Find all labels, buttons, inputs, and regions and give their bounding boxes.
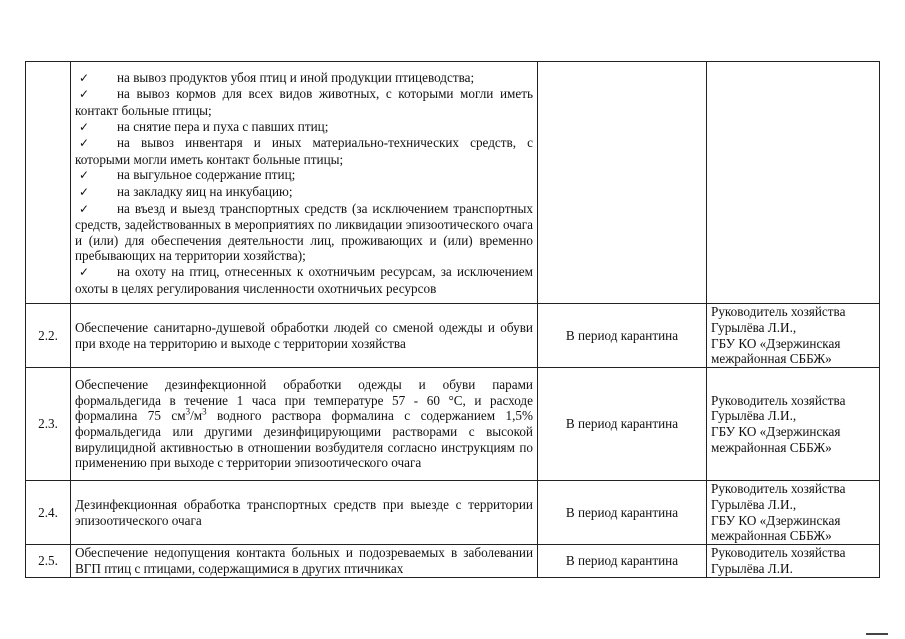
measure-description: Обеспечение недопущения контакта больных и подозреваемых в заболевании ВГП птиц с птицами, содержащимися в других птичниках xyxy=(71,545,538,578)
measure-description: Обеспечение дезинфекционной обработки одежды и обуви парами формальдегида в течение 1 часа при температуре 57 - 60 °С, и расходе формалина 75 $см^3/м^3$ водного раствора формалина с содержанием 1,5% формальдегида или другими дезинфицирующими растворами с высокой вирулицидной активностью в отношении возбудителя согласно инструкциям по применению при выходе с территории эпизоотического очага xyxy=(71,368,538,481)
row-number: 2.4. xyxy=(26,481,71,545)
list-item: ✓ на снятие пера и пуха с павших птиц; xyxy=(75,119,533,136)
responsible-cell xyxy=(707,304,880,368)
checkmark-icon: ✓ xyxy=(79,136,90,151)
responsible-line: межрайонная СББЖ» xyxy=(711,351,832,367)
responsible-line: межрайонная СББЖ» xyxy=(711,439,832,455)
list-item: ✓ на въезд и выезд транспортных средств (за исключением транспортных средств, задействованных в мероприятиях по ликвидации эпизоотического очага и (или) для обеспечения деятельности лиц, проживающих и (или) временно пребывающих на территории хозяйства); xyxy=(75,200,533,264)
list-item: ✓ на вывоз продуктов убоя птиц и иной продукции птицеводства; xyxy=(75,70,533,87)
checkmark-icon: ✓ xyxy=(79,87,90,102)
checkmark-icon: ✓ xyxy=(79,119,90,134)
scan-edge-mark xyxy=(866,633,888,635)
period-cell xyxy=(538,62,707,304)
responsible-cell xyxy=(707,62,880,304)
row-number: 2.3. xyxy=(26,368,71,481)
table-row xyxy=(26,304,880,368)
responsible-line: Гурылёва Л.И. xyxy=(711,561,793,576)
responsible-line: межрайонная СББЖ» xyxy=(711,528,832,544)
period-cell: В период карантина xyxy=(538,481,707,545)
responsible-line: Гурылёва Л.И., xyxy=(711,319,797,335)
list-item: ✓ на закладку яиц на инкубацию; xyxy=(75,184,533,201)
period-cell: В период карантина xyxy=(538,368,707,481)
period-cell: В период карантина xyxy=(538,545,707,578)
responsible-line: Руководитель хозяйства xyxy=(711,304,846,320)
checkmark-icon: ✓ xyxy=(79,264,90,279)
period-cell: В период карантина xyxy=(538,304,707,368)
responsible-cell xyxy=(707,368,880,481)
checkmark-icon: ✓ xyxy=(79,168,90,183)
restrictions-list xyxy=(71,62,538,304)
responsible-line: Руководитель хозяйства xyxy=(711,545,846,561)
checkmark-icon: ✓ xyxy=(79,185,90,199)
responsible-cell xyxy=(707,481,880,545)
responsible-cell xyxy=(707,545,880,578)
measure-description: Обеспечение санитарно-душевой обработки людей со сменой одежды и обуви при входе на территорию и выходе с территории хозяйства xyxy=(71,304,538,368)
responsible-line: Руководитель хозяйства xyxy=(711,392,846,408)
list-item: ✓ на выгульное содержание птиц; xyxy=(75,167,533,184)
list-item: ✓ на вывоз кормов для всех видов животных, с которыми могли иметь контакт больные птицы; xyxy=(75,86,533,119)
responsible-line: Гурылёва Л.И., xyxy=(711,408,797,424)
responsible-line: Руководитель хозяйства xyxy=(711,481,846,497)
list-item: ✓ на вывоз инвентаря и иных материально-технических средств, с которыми могли иметь контакт больные птицы; xyxy=(75,135,533,167)
responsible-line: ГБУ КО «Дзержинская xyxy=(711,335,841,351)
list-item: ✓ на охоту на птиц, отнесенных к охотничьим ресурсам, за исключением охоты в целях регулирования численности охотничьих ресурсов xyxy=(75,263,533,296)
table-row xyxy=(26,368,880,481)
checkmark-icon: ✓ xyxy=(79,70,90,85)
responsible-line: Гурылёва Л.И., xyxy=(711,496,797,512)
table-row xyxy=(26,545,880,578)
table-row xyxy=(26,62,880,304)
row-number: 2.2. xyxy=(26,304,71,368)
responsible-line: ГБУ КО «Дзержинская xyxy=(711,424,841,439)
responsible-line: ГБУ КО «Дзержинская xyxy=(711,512,841,528)
table-row xyxy=(26,481,880,545)
row-number: 2.5. xyxy=(26,545,71,578)
measure-description: Дезинфекционная обработка транспортных средств при выезде с территории эпизоотического очага xyxy=(71,481,538,545)
checkmark-icon: ✓ xyxy=(79,201,90,216)
measures-table xyxy=(25,61,880,578)
row-number xyxy=(26,62,71,304)
